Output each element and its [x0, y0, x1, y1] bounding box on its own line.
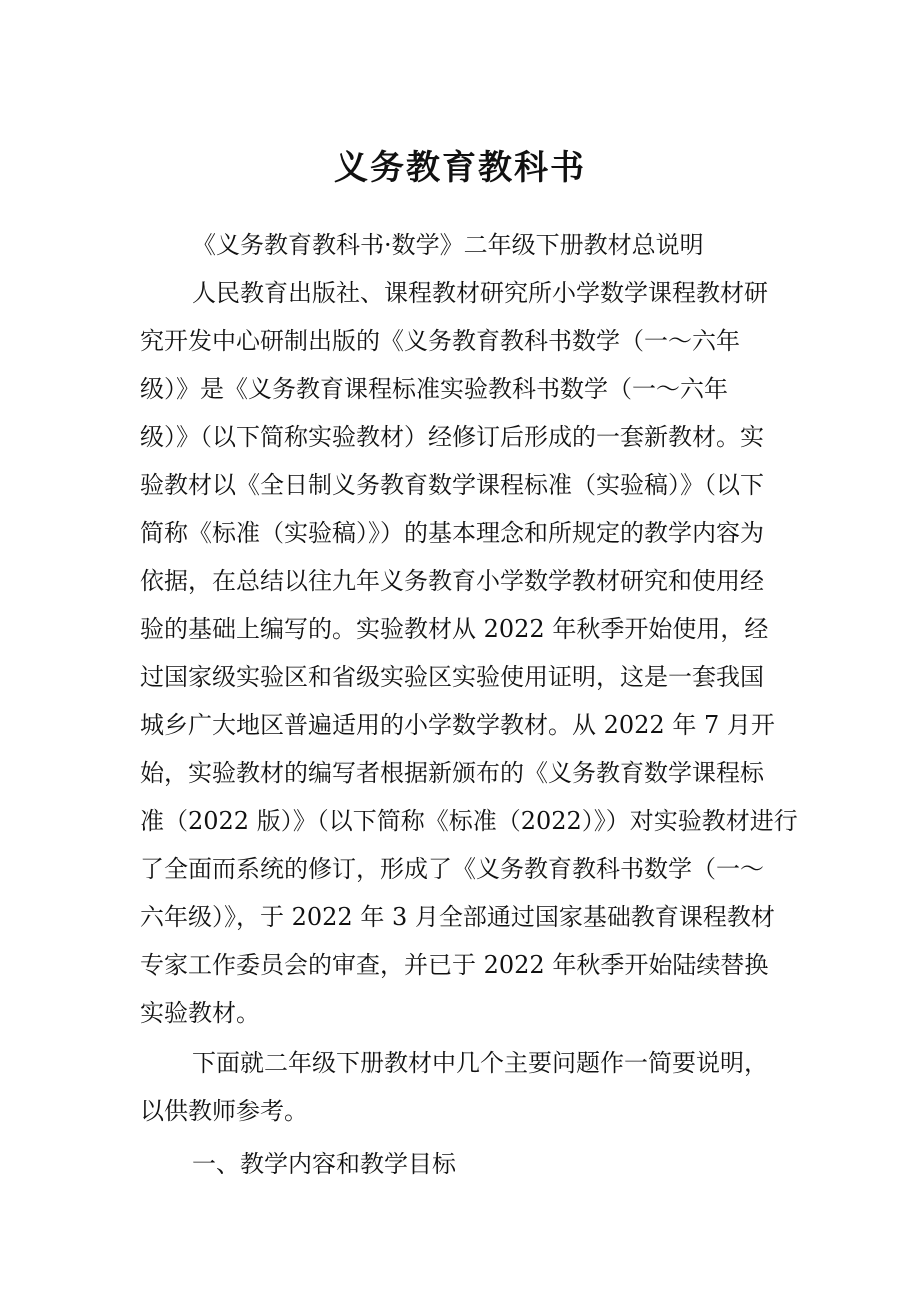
paragraph-line: 过国家级实验区和省级实验区实验使用证明，这是一套我国: [140, 663, 764, 691]
paragraph-line: 验教材以《全日制义务教育数学课程标准（实验稿）》（以下: [140, 471, 764, 499]
paragraph-line: 始，实验教材的编写者根据新颁布的《义务教育数学课程标: [140, 759, 764, 787]
document-title: 义务教育教科书: [334, 148, 586, 188]
paragraph-line: 级）》（以下简称实验教材）经修订后形成的一套新教材。实: [140, 423, 764, 451]
paragraph-line: 究开发中心研制出版的《义务教育教科书数学（一～六年: [140, 327, 740, 355]
paragraph-line: 简称《标准（实验稿）》）的基本理念和所规定的教学内容为: [140, 519, 764, 547]
paragraph-line: 实验教材。: [140, 999, 260, 1027]
paragraph-line: 了全面而系统的修订，形成了《义务教育教科书数学（一～: [140, 855, 764, 883]
paragraph-line: 级）》是《义务教育课程标准实验教科书数学（一～六年: [140, 375, 728, 403]
paragraph-line: 以供教师参考。: [140, 1097, 308, 1125]
paragraph-line: 下面就二年级下册教材中几个主要问题作一简要说明，: [192, 1049, 768, 1077]
paragraph-line: 六年级）》，于 2022 年 3 月全部通过国家基础教育课程教材: [140, 903, 775, 931]
document-subtitle: 《义务教育教科书·数学》二年级下册教材总说明: [192, 231, 704, 259]
paragraph-line: 准（2022 版）》（以下简称《标准（2022）》）对实验教材进行: [140, 807, 798, 835]
paragraph-line: 人民教育出版社、课程教材研究所小学数学课程教材研: [192, 279, 768, 307]
paragraph-line: 验的基础上编写的。实验教材从 2022 年秋季开始使用，经: [140, 615, 769, 643]
section-heading: 一、教学内容和教学目标: [192, 1150, 456, 1178]
paragraph-line: 专家工作委员会的审查，并已于 2022 年秋季开始陆续替换: [140, 951, 769, 979]
paragraph-line: 城乡广大地区普遍适用的小学数学教材。从 2022 年 7 月开: [140, 711, 775, 739]
paragraph-line: 依据，在总结以往九年义务教育小学数学教材研究和使用经: [140, 567, 764, 595]
